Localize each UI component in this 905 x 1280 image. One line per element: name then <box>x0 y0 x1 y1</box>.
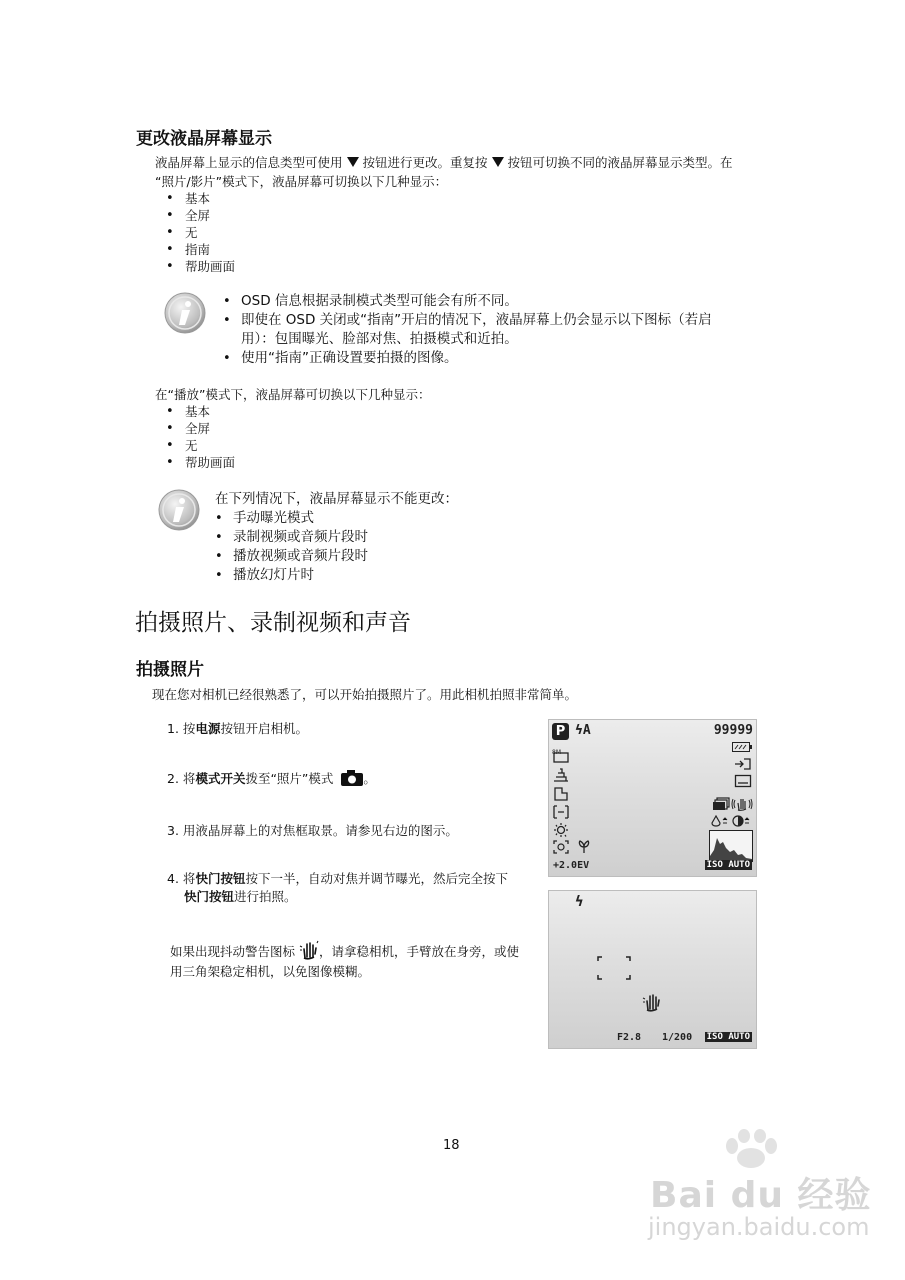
step-text: 。 <box>363 771 376 786</box>
shutter-speed-value: 1/200 <box>662 1032 693 1043</box>
down-arrow-icon <box>492 157 504 167</box>
step-text: 按下一半，自动对焦并调节曝光，然后完全按下 <box>245 871 508 886</box>
resolution-icon <box>552 749 570 763</box>
list-item: • 指南 <box>155 241 235 258</box>
shake-line2: 用三角架稳定相机，以免图像模糊。 <box>170 964 371 979</box>
list-item: • 无 <box>155 224 235 241</box>
shake-text-a: 如果出现抖动警告图标 <box>170 944 296 959</box>
lcd-screen-focus <box>548 890 757 1049</box>
step-text: 拨至“照片”模式 <box>245 771 334 786</box>
exposure-compensation: +2.0EV <box>553 860 590 871</box>
lcd-intro-b: 按钮进行更改。重复按 <box>362 155 488 170</box>
shake-text-b: ，请拿稳相机，手臂放在身旁，或使 <box>319 944 520 959</box>
face-detect-icon <box>552 840 570 854</box>
step-text: 用液晶屏幕上的对焦框取景。请参见右边的图示。 <box>182 823 458 838</box>
anti-shake-icon <box>731 797 753 811</box>
note-2-list <box>211 509 368 585</box>
shake-warning-icon <box>642 992 662 1012</box>
list-item: • 全屏 <box>155 207 235 224</box>
step-2 <box>167 770 376 788</box>
list-item: • 录制视频或音频片段时 <box>211 528 368 547</box>
battery-icon <box>732 742 752 752</box>
info-note-icon <box>163 291 207 335</box>
step-bold: 快门按钮 <box>184 889 235 904</box>
step-bold: 快门按钮 <box>195 871 246 886</box>
step-number: 1. <box>167 721 179 736</box>
sharpness-icon <box>710 815 730 827</box>
svg-text:8M: 8M <box>552 749 561 756</box>
lcd-intro <box>155 154 795 171</box>
white-balance-icon <box>552 823 570 837</box>
page-number: 18 <box>443 1138 460 1153</box>
memory-card-icon <box>734 757 752 771</box>
note-line: 即使在 OSD 关闭或“指南”开启的情况下，液晶屏幕上仍会显示以下图标（若启 <box>241 312 712 328</box>
list-item: • 播放幻灯片时 <box>211 566 368 585</box>
iso-setting: ISO AUTO <box>706 860 750 870</box>
list-item: • 基本 <box>155 190 235 207</box>
list-item: • 无 <box>155 437 235 454</box>
baidu-watermark-brand: Bai du 经验 <box>650 1175 872 1216</box>
list-item: • 使用“指南”正确设置要拍摄的图像。 <box>219 349 779 368</box>
step-text: 将 <box>182 871 196 886</box>
list-item: • 全屏 <box>155 420 235 437</box>
step-bold: 模式开关 <box>195 771 246 786</box>
step-text: 进行拍照。 <box>234 889 297 904</box>
camera-mode-icon <box>341 770 363 786</box>
shake-warning-text <box>170 940 540 982</box>
flash-auto-icon: ϟA <box>575 723 591 738</box>
down-arrow-icon <box>347 157 359 167</box>
list-item: • 帮助画面 <box>155 454 235 471</box>
list-item: • OSD 信息根据录制模式类型可能会有所不同。 <box>219 292 779 311</box>
shots-remaining: 99999 <box>713 723 753 738</box>
note-2-title: 在下列情况下，液晶屏幕显示不能更改： <box>215 491 458 507</box>
quality-icon <box>552 768 570 782</box>
step-text: 按 <box>182 721 196 736</box>
focus-frame-icon <box>596 955 632 981</box>
step-3 <box>167 822 458 840</box>
step-number: 4. <box>167 871 179 886</box>
lcd-intro-a: 液晶屏幕上显示的信息类型可使用 <box>155 155 343 170</box>
list-item: • 手动曝光模式 <box>211 509 368 528</box>
note-1-list <box>219 292 779 368</box>
list-item: • 帮助画面 <box>155 258 235 275</box>
drive-mode-icon <box>712 797 730 811</box>
note-line: 用）：包围曝光、脸部对焦、拍摄模式和近拍。 <box>241 331 518 347</box>
section-title-shoot: 拍摄照片 <box>136 660 204 680</box>
date-stamp-icon <box>734 774 752 788</box>
step-4 <box>167 870 537 906</box>
macro-icon <box>576 840 592 854</box>
step-bold: 电源 <box>195 721 221 736</box>
lcd-intro-line2: “照片/影片”模式下，液晶屏幕可切换以下几种显示： <box>155 174 448 189</box>
shoot-intro: 现在您对相机已经很熟悉了，可以开始拍摄照片了。用此相机拍照非常简单。 <box>152 687 578 702</box>
playback-mode-list <box>155 403 235 471</box>
photo-mode-list <box>155 190 235 275</box>
shake-warning-icon <box>299 940 319 960</box>
baidu-watermark-url: jingyan.baidu.com <box>648 1213 870 1241</box>
program-mode-icon: P <box>552 723 569 740</box>
baidu-paw-logo-icon <box>712 1128 790 1170</box>
step-number: 3. <box>167 823 179 838</box>
info-note-icon <box>157 488 201 532</box>
aspect-ratio-icon <box>552 787 570 801</box>
contrast-icon <box>732 815 752 827</box>
list-item: • 基本 <box>155 403 235 420</box>
step-number: 2. <box>167 771 179 786</box>
step-1 <box>167 720 308 738</box>
metering-icon <box>552 805 570 819</box>
lcd-intro-c: 按钮可切换不同的液晶屏幕显示类型。在 <box>507 155 733 170</box>
chapter-title: 拍摄照片、录制视频和声音 <box>135 610 411 636</box>
playback-intro: 在“播放”模式下，液晶屏幕可切换以下几种显示： <box>155 387 431 402</box>
histogram-icon <box>709 830 753 862</box>
flash-icon: ϟ <box>575 894 584 910</box>
section-title-lcd: 更改液晶屏幕显示 <box>136 129 272 149</box>
aperture-value: F2.8 <box>617 1032 642 1043</box>
iso-setting: ISO AUTO <box>706 1032 750 1042</box>
step-text: 将 <box>182 771 196 786</box>
list-item: • 播放视频或音频片段时 <box>211 547 368 566</box>
step-text: 按钮开启相机。 <box>220 721 308 736</box>
list-item <box>219 311 779 349</box>
lcd-screen-full-osd <box>548 719 757 877</box>
